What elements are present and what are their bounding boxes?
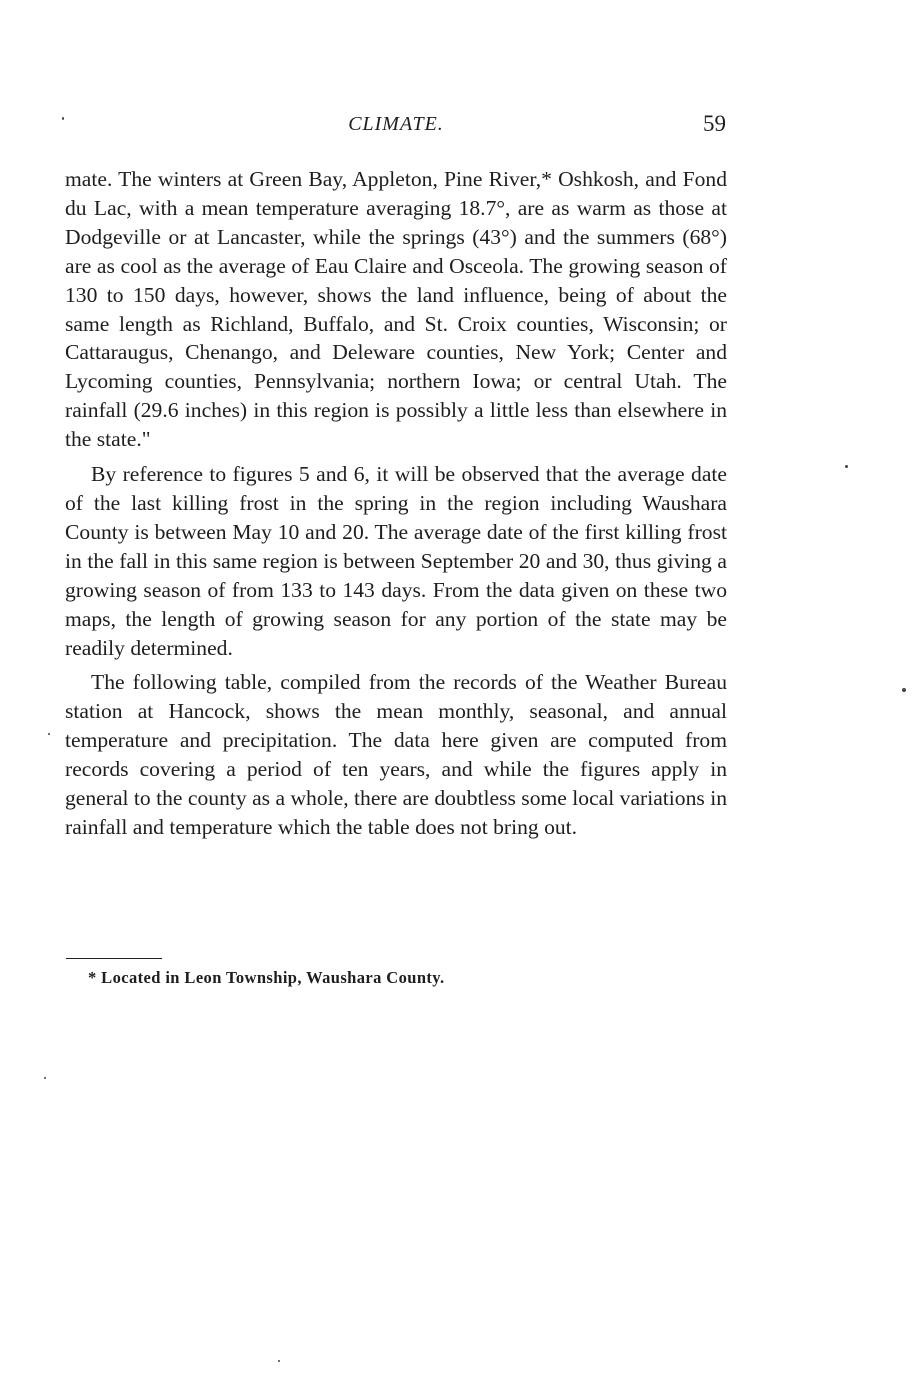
scan-speck [845,465,848,468]
footnote-rule [66,958,162,959]
scan-speck [902,688,906,692]
scan-speck [44,1077,46,1079]
scan-speck [62,117,64,120]
paragraph-frost-dates: By reference to figures 5 and 6, it will be observed that the average date of the last killing frost in the spring in the region including Waushara County is between May 10 and 20. The average date of the first killing frost in the fall in this same region is between September 20 and 30, thus giving a growing season of from 133 to 143 days. From the data given on these two maps, the length of growing season for any portion of the state may be readily determined. [65,462,727,660]
running-title: CLIMATE. [348,113,444,135]
body-text [65,165,727,842]
scan-speck [48,733,50,735]
paragraph-table-intro: The following table, compiled from the records of the Weather Bureau station at Hancock, shows the mean monthly, seasonal, and annual temperature and precipitation. The data here given are computed from records covering a period of ten years, and while the figures apply in general to the county as a whole, there are doubtless some local variations in rainfall and temperature which the table does not bring out. [65,670,727,839]
scan-speck [278,1360,280,1362]
footnote: * Located in Leon Township, Waushara County. [88,968,445,987]
running-head [66,113,726,143]
page-number: 59 [703,111,726,136]
paragraph-continued: mate. The winters at Green Bay, Appleton, Pine River,* Oshkosh, and Fond du Lac, with a mean temperature averaging 18.7°, are as warm as those at Dodgeville or at Lancaster, while the springs (43°) and the summers (68°) are as cool as the average of Eau Claire and Osceola. The growing season of 130 to 150 days, however, shows the land influence, being of about the same length as Richland, Buffalo, and St. Croix counties, Wisconsin; or Cattaraugus, Chenango, and Deleware counties, New York; Center and Lycoming counties, Pennsylvania; northern Iowa; or central Utah. The rainfall (29.6 inches) in this region is possibly a little less than elsewhere in the state." [65,167,727,452]
